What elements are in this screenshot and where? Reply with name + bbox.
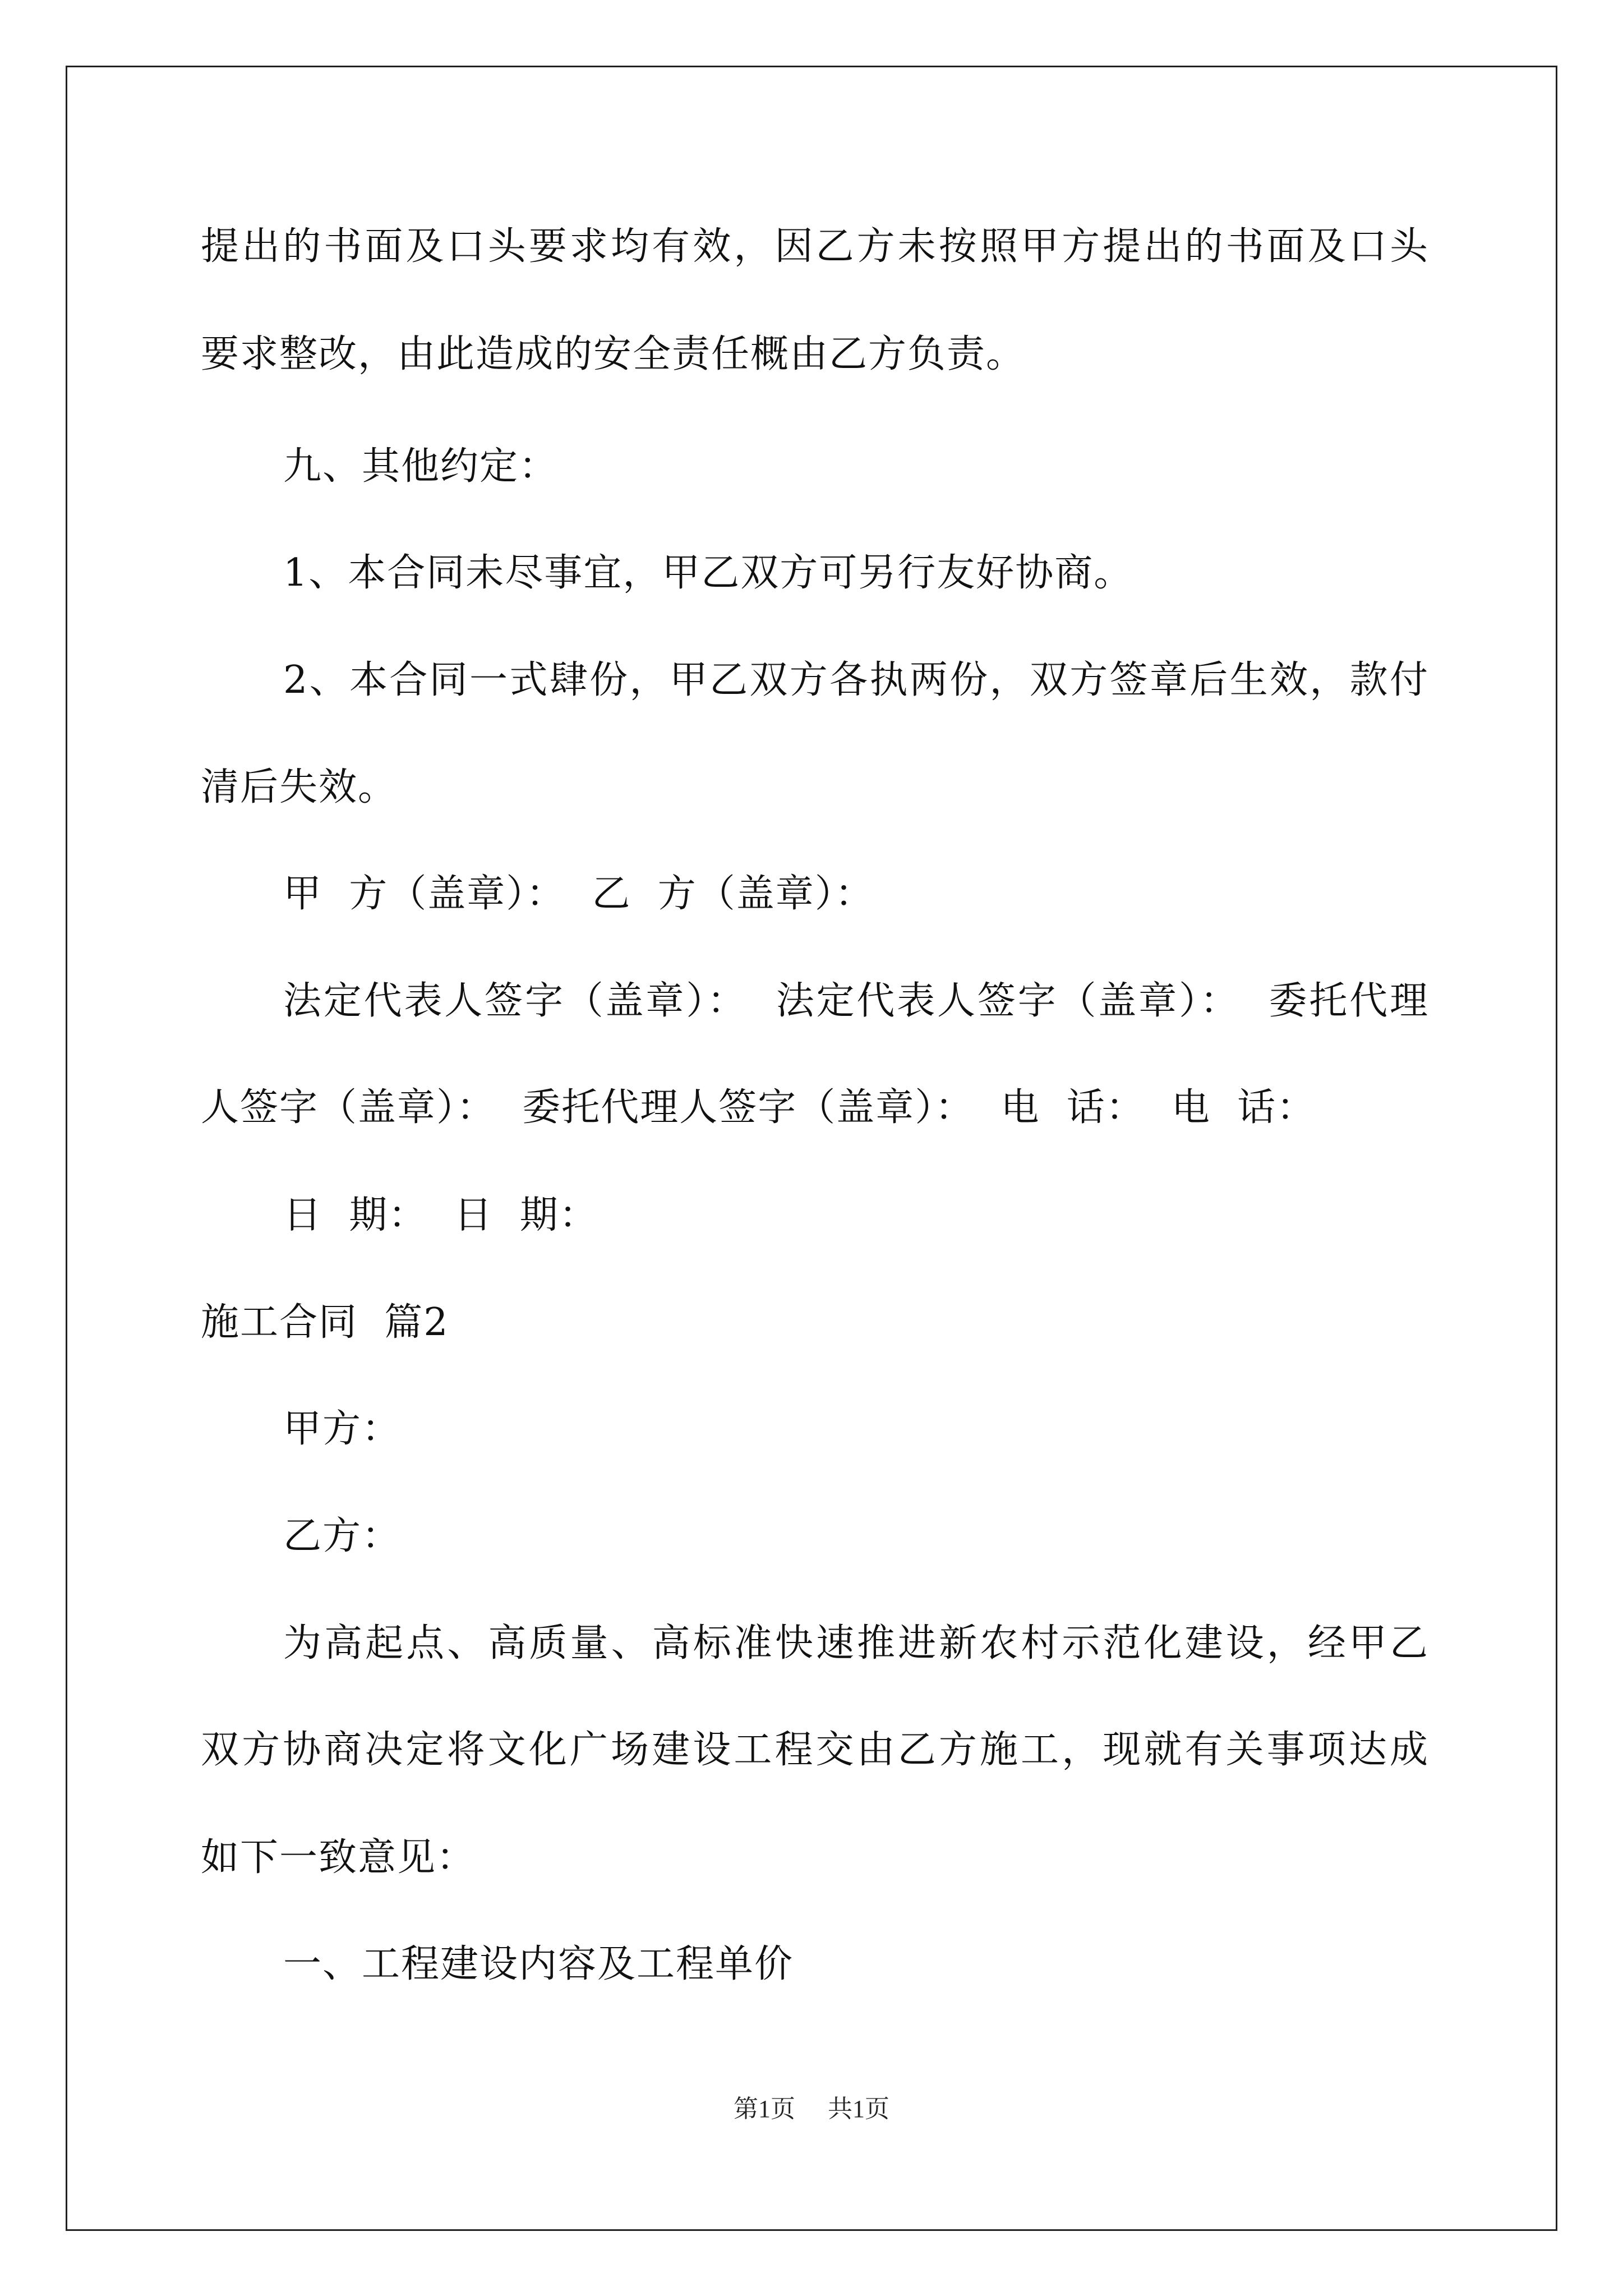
section-title: 施工合同 篇2 bbox=[201, 1300, 449, 1345]
signature-agent-line: 人签字（盖章）： 委托代理人签字（盖章）： 电 话： 电 话： bbox=[201, 1085, 1316, 1130]
clause-item: 1、本合同未尽事宜，甲乙双方可另行友好协商。 bbox=[283, 551, 1133, 595]
section-heading: 一、工程建设内容及工程单价 bbox=[283, 1942, 794, 1986]
page-footer bbox=[0, 2093, 1623, 2125]
paragraph-line: 提出的书面及口头要求均有效，因乙方未按照甲方提出的书面及口头 bbox=[201, 224, 1429, 269]
page-number: 第1页 bbox=[734, 2095, 795, 2123]
page-border bbox=[66, 66, 1557, 2231]
signature-party-line: 甲 方（盖章）： 乙 方（盖章）： bbox=[283, 872, 874, 916]
signature-representative-line: 法定代表人签字（盖章）： 法定代表人签字（盖章）： 委托代理 bbox=[283, 979, 1429, 1023]
party-a-label: 甲方： bbox=[283, 1407, 402, 1451]
paragraph-line: 为高起点、高质量、高标准快速推进新农村示范化建设，经甲乙 bbox=[283, 1621, 1429, 1665]
section-heading: 九、其他约定： bbox=[283, 444, 559, 489]
paragraph-line: 如下一致意见： bbox=[201, 1835, 476, 1880]
party-b-label: 乙方： bbox=[283, 1514, 402, 1558]
signature-date-line: 日 期： 日 期： bbox=[283, 1193, 598, 1237]
page-total: 共1页 bbox=[828, 2095, 889, 2123]
paragraph-line: 要求整改，由此造成的安全责任概由乙方负责。 bbox=[201, 332, 1026, 376]
paragraph-line: 双方协商决定将文化广场建设工程交由乙方施工，现就有关事项达成 bbox=[201, 1728, 1429, 1772]
clause-item: 2、本合同一式肆份，甲乙双方各执两份，双方签章后生效，款付 bbox=[283, 658, 1429, 702]
paragraph-line: 清后失效。 bbox=[201, 765, 398, 809]
